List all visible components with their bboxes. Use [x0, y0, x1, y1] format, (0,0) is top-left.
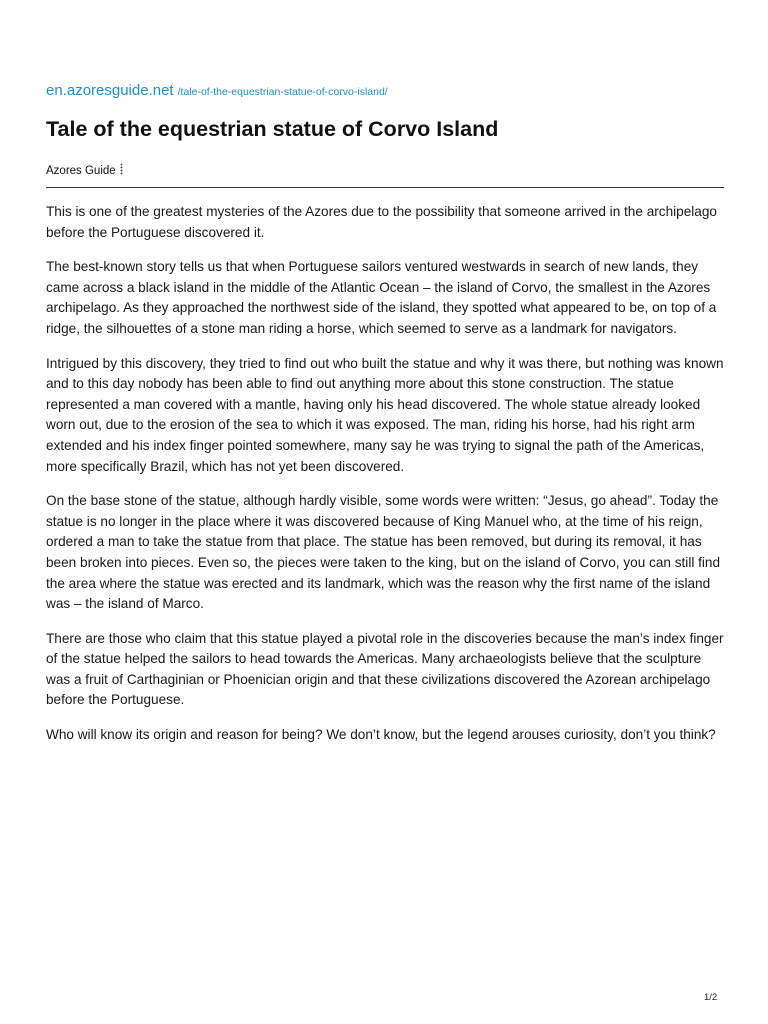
paragraph-6: Who will know its origin and reason for being? We don’t know, but the legend arouses curiosity, don’t you think?	[46, 727, 716, 743]
header-divider	[46, 187, 724, 188]
more-options-icon	[120, 163, 123, 175]
source-path-link[interactable]: /tale-of-the-equestrian-statue-of-corvo-island/	[177, 86, 388, 98]
source-domain-link[interactable]: en.azoresguide.net	[46, 82, 174, 99]
author-name: Azores Guide	[46, 165, 116, 177]
article-title: Tale of the equestrian statue of Corvo Island	[46, 117, 499, 141]
paragraph-1: This is one of the greatest mysteries of the Azores due to the possibility that someone arrived in the archipelago before the Portuguese discovered it.	[46, 204, 717, 240]
source-url	[46, 82, 388, 100]
paragraph-3: Intrigued by this discovery, they tried to find out who built the statue and why it was there, but nothing was known and to this day nobody has been able to find out anything more about this stone construction. The statue represented a man covered with a mantle, having only his head discovered. The whole statue already looked worn out, due to the erosion of the sea to which it was exposed. The man, riding his horse, had his right arm extended and his index finger pointed somewhere, many say he was trying to signal the path of the Americas, more specifically Brazil, which has not yet been discovered.	[46, 355, 724, 474]
paragraph-5: There are those who claim that this statue played a pivotal role in the discoveries because the man’s index finger of the statue helped the sailors to head towards the Americas. Many archaeologists believe that the sculpture was a fruit of Carthaginian or Phoenician origin and that these civilizations discovered the Azorean archipelago before the Portuguese.	[46, 630, 724, 708]
byline	[46, 163, 123, 177]
paragraph-4: On the base stone of the statue, although hardly visible, some words were written: “Jesus, go ahead”. Today the statue is no longer in the place where it was discovered because of King Manuel who, at the time of his reign, ordered a man to take the statue from that place. The statue has been removed, but during its removal, it has been broken into pieces. Even so, the pieces were taken to the king, but on the island of Corvo, you can still find the area where the statue was erected and its landmark, which was the reason why the first name of the island was – the island of Marco.	[46, 493, 721, 612]
article-body	[46, 202, 726, 760]
page-number: 1/2	[704, 992, 718, 1003]
paragraph-2: The best-known story tells us that when Portuguese sailors ventured westwards in search of new lands, they came across a black island in the middle of the Atlantic Ocean – the island of Corvo, the smallest in the Azores archipelago. As they approached the northwest side of the island, they spotted what appeared to be, on top of a ridge, the silhouettes of a stone man riding a horse, which seemed to serve as a landmark for navigators.	[46, 259, 717, 336]
